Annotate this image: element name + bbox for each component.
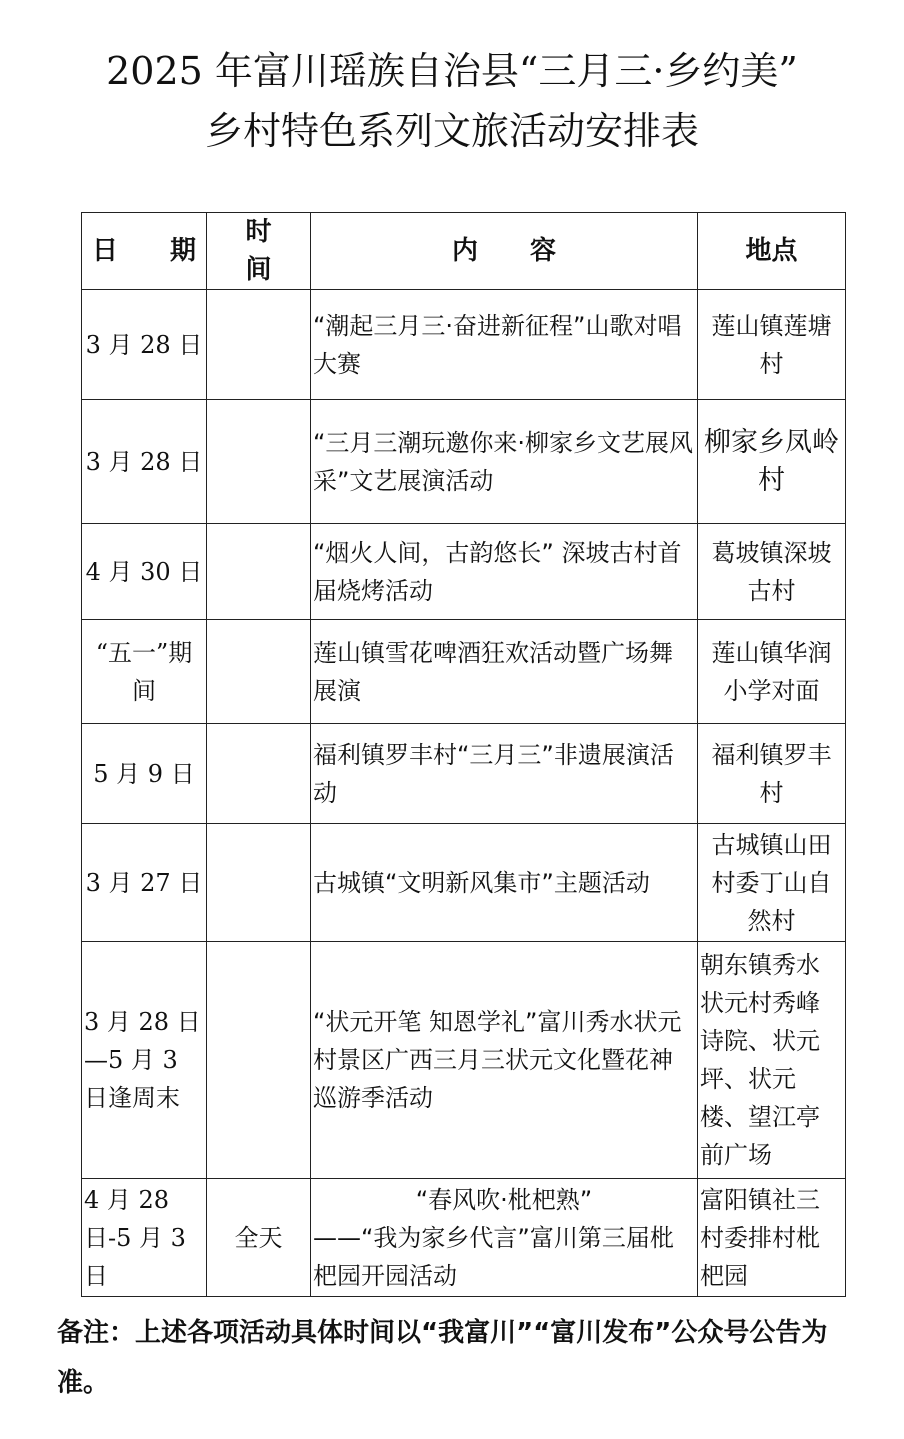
row-content (311, 1179, 698, 1297)
row-time (207, 524, 311, 620)
row-date: 4 月 30 日 (82, 524, 207, 620)
table-row (82, 400, 846, 524)
row-time (207, 942, 311, 1179)
row-date: “五一”期间 (82, 620, 207, 724)
header-time: 时 间 (207, 213, 311, 290)
header-content: 内 容 (311, 213, 698, 290)
row-place: 古城镇山田村委丁山自然村 (698, 824, 846, 942)
row-content: 古城镇“文明新风集市”主题活动 (311, 824, 698, 942)
table-header-row (82, 213, 846, 290)
title-line-2: 乡村特色系列文旅活动安排表 (204, 109, 699, 153)
row-content: “状元开笔 知恩学礼”富川秀水状元村景区广西三月三状元文化暨花神巡游季活动 (311, 942, 698, 1179)
row-time: 全天 (207, 1179, 311, 1297)
table-row (82, 724, 846, 824)
row-date: 3 月 28 日 (82, 290, 207, 400)
row-content: “潮起三月三·奋进新征程”山歌对唱大赛 (311, 290, 698, 400)
row-content: 莲山镇雪花啤酒狂欢活动暨广场舞展演 (311, 620, 698, 724)
footnote: 备注：上述各项活动具体时间以“我富川”“富川发布”公众号公告为准。 (57, 1318, 828, 1398)
table-row (82, 290, 846, 400)
row-content: “烟火人间，古韵悠长” 深坡古村首届烧烤活动 (311, 524, 698, 620)
row-time (207, 824, 311, 942)
table-row (82, 620, 846, 724)
row-place: 葛坡镇深坡古村 (698, 524, 846, 620)
row-date: 3 月 28 日 (82, 400, 207, 524)
title-line-1: 2025 年富川瑶族自治县“三月三·乡约美” (106, 49, 798, 93)
row-place: 福利镇罗丰村 (698, 724, 846, 824)
row-content-line-1: “春风吹·枇杷熟” (415, 1185, 593, 1214)
header-date: 日 期 (82, 213, 207, 290)
row-date: 4 月 28 日-5 月 3 日 (82, 1179, 207, 1297)
schedule-table (81, 212, 846, 1297)
row-place: 柳家乡凤岭村 (698, 400, 846, 524)
row-place: 富阳镇社三村委排村枇杷园 (698, 1179, 846, 1297)
row-date: 5 月 9 日 (82, 724, 207, 824)
table-row (82, 524, 846, 620)
row-place: 莲山镇华润小学对面 (698, 620, 846, 724)
row-date: 3 月 28 日—5 月 3 日逢周末 (82, 942, 207, 1179)
row-time (207, 724, 311, 824)
header-place: 地点 (698, 213, 846, 290)
row-place: 朝东镇秀水状元村秀峰诗院、状元坪、状元楼、望江亭前广场 (698, 942, 846, 1179)
table-row (82, 942, 846, 1179)
row-time (207, 290, 311, 400)
row-content-line-2: ——“我为家乡代言”富川第三届枇杷园开园活动 (313, 1223, 674, 1290)
row-time (207, 620, 311, 724)
row-content: 福利镇罗丰村“三月三”非遗展演活动 (311, 724, 698, 824)
table-row (82, 1179, 846, 1297)
row-time (207, 400, 311, 524)
row-place: 莲山镇莲塘村 (698, 290, 846, 400)
table-row (82, 824, 846, 942)
row-content: “三月三潮玩邀你来·柳家乡文艺展风采”文艺展演活动 (311, 400, 698, 524)
row-date: 3 月 27 日 (82, 824, 207, 942)
